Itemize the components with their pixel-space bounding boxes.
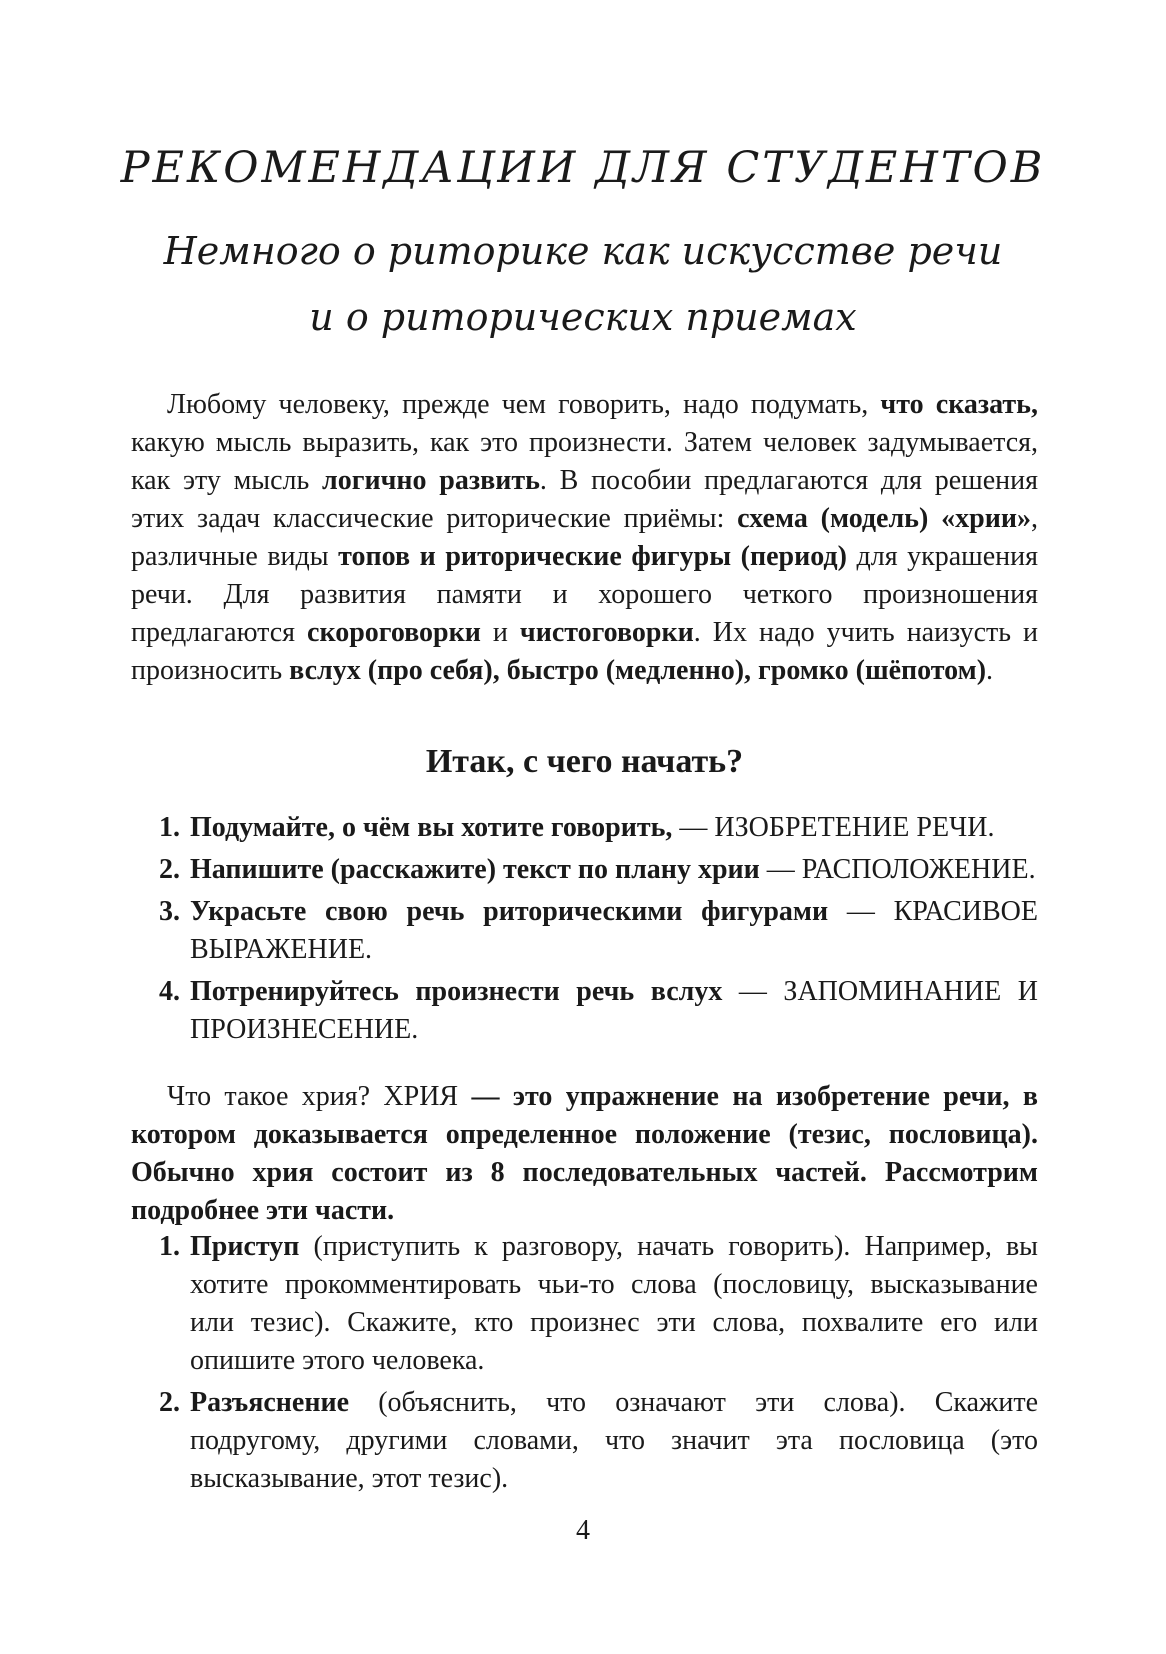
intro-bold: вслух (про себя), быстро (медленно), громко (шёпотом) [289, 655, 987, 686]
intro-text: . [986, 655, 994, 686]
subtitle-line-1: Немного о риторике как искусстве речи [163, 229, 1003, 273]
intro-text: . Их надо учить наизусть и произносить [131, 617, 1038, 686]
intro-bold: чистоговорки [519, 617, 694, 648]
list-item-text: — РАСПОЛОЖЕНИЕ. [759, 854, 1036, 885]
definition-text: Что такое хрия? ХРИЯ [167, 1081, 459, 1112]
list-item-term: Приступ [190, 1231, 300, 1262]
list-item-text: — ЗАПОМИНАНИЕ И ПРОИЗНЕСЕНИЕ. [190, 976, 1038, 1045]
section-heading: Итак, с чего начать? [425, 743, 744, 780]
list-item-text: — КРАСИВОЕ ВЫРАЖЕНИЕ. [190, 896, 1038, 965]
intro-paragraph [131, 386, 1038, 690]
list-item-text: (приступить к разговору, начать говорить). Например, вы хотите прокомментировать чьи-то слова (пословицу, высказывание или тезис). Скажите, кто произнес эти слова, похвалите его или опишите этого человека. [190, 1231, 1038, 1376]
list-item-number: 4. [159, 976, 180, 1007]
list-item [131, 893, 1038, 969]
list-item-number: 1. [159, 812, 180, 843]
intro-text: и [480, 617, 520, 648]
definition-paragraph [131, 1078, 1038, 1230]
list-item-text: (объяснить, что означают эти слова). Скажите подругому, другими словами, что значит эта пословица (это высказывание, этот тезис). [190, 1387, 1038, 1494]
page-title: РЕКОМЕНДАЦИИ ДЛЯ СТУДЕНТОВ [120, 143, 1046, 193]
parts-list [131, 1228, 1038, 1502]
intro-text: , различные виды [131, 503, 1038, 572]
intro-bold: скороговорки [307, 617, 481, 648]
intro-text: . В пособии предлагаются для решения этих задач классические риторические приёмы: [131, 465, 1039, 534]
intro-text: какую мысль выразить, как это произнести. Затем человек задумывается, как эту мысль [131, 427, 1038, 496]
list-item-bold: Подумайте, о чём вы хотите говорить, [190, 812, 673, 843]
list-item-number: 2. [159, 1387, 180, 1418]
intro-bold: логично развить [322, 465, 540, 496]
page-subtitle [120, 218, 1046, 350]
list-item-bold: Потренируйтесь произнести речь вслух [190, 976, 723, 1007]
intro-bold: что сказать, [880, 389, 1038, 420]
list-item-bold: Украсьте свою речь риторическими фигурами [190, 896, 829, 927]
intro-text: для украшения речи. Для развития памяти и хорошего четкого произношения предлагаются [131, 541, 1039, 648]
list-item-number: 3. [159, 896, 180, 927]
definition-bold: — это упражнение на изобретение речи, в котором доказывается определенное положение (тезис, пословица). Обычно хрия состоит из 8 последовательных частей. Рассмотрим подробнее эти части. [131, 1081, 1038, 1226]
intro-bold: схема (модель) «хрии» [737, 503, 1031, 534]
intro-text: Любому человеку, прежде чем говорить, надо подумать, [167, 389, 881, 420]
list-item-number: 1. [159, 1231, 180, 1262]
page-number: 4 [576, 1515, 590, 1546]
list-item [131, 973, 1038, 1049]
list-item [131, 851, 1038, 889]
list-item-term: Разъяснение [190, 1387, 350, 1418]
list-item-bold: Напишите (расскажите) текст по плану хрии [190, 854, 760, 885]
list-item [131, 809, 1038, 847]
list-item [131, 1384, 1038, 1498]
subtitle-line-2: и о риторических приемах [309, 295, 857, 339]
intro-bold: топов и риторические фигуры (период) [338, 541, 847, 572]
list-item [131, 1228, 1038, 1380]
list-item-number: 2. [159, 854, 180, 885]
list-item-text: — ИЗОБРЕТЕНИЕ РЕЧИ. [672, 812, 995, 843]
steps-list [131, 809, 1038, 1053]
